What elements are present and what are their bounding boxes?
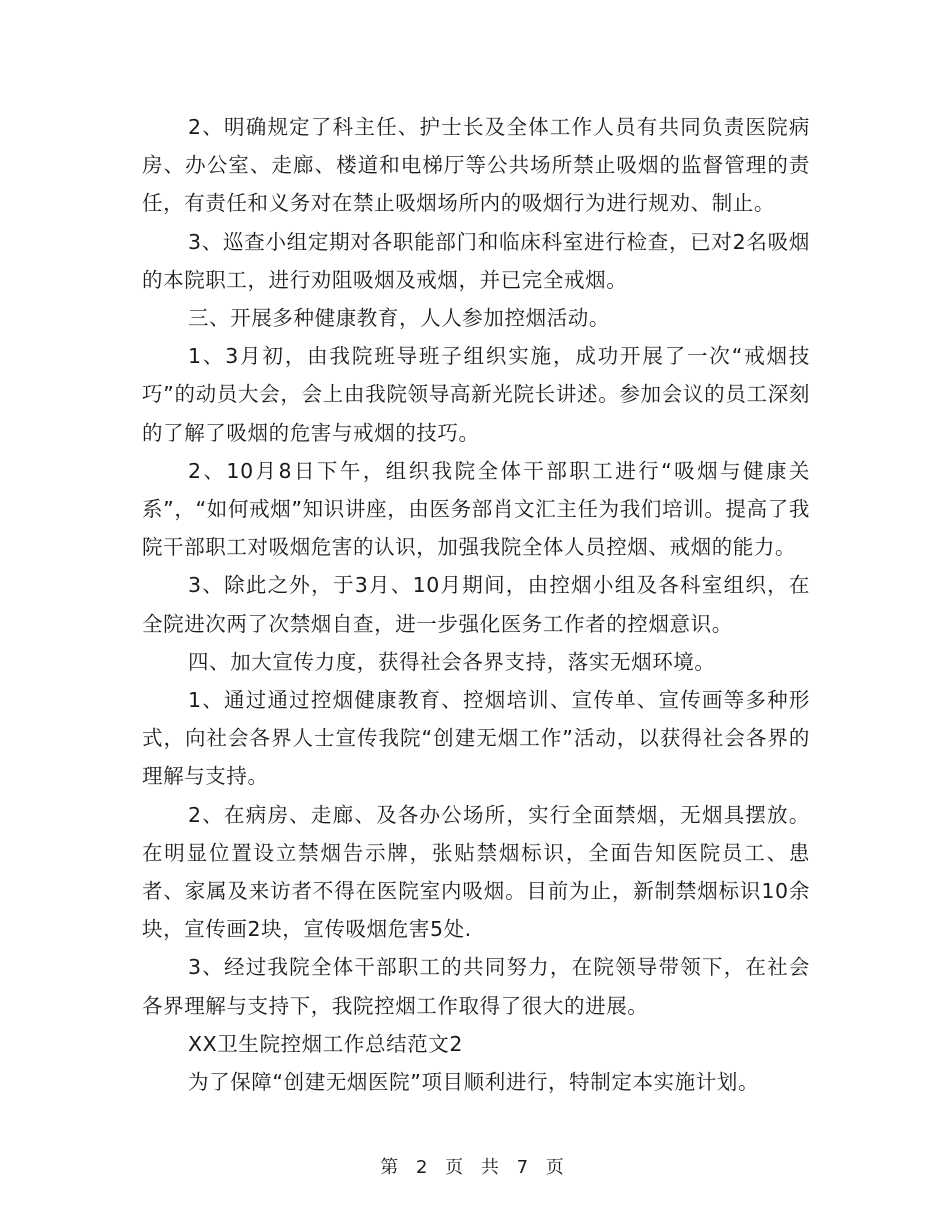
page-number-footer: 第 2 页 共 7 页 — [380, 1157, 570, 1178]
section-heading-health-education: 三、开展多种健康教育，人人参加控烟活动。 — [188, 306, 610, 331]
document-body — [142, 108, 810, 1101]
paragraph-publicity-forms: 1、通过通过控烟健康教育、控烟培训、宣传单、宣传画等多种形式，向社会各界人士宣传我院“创建无烟工作”活动，以获得社会各界的理解与支持。 — [142, 688, 810, 789]
paragraph-implementation-plan: 为了保障“创建无烟医院”项目顺利进行，特制定本实施计划。 — [188, 1070, 760, 1095]
paragraph-inspection-group: 3、巡查小组定期对各职能部门和临床科室进行检查，已对2名吸烟的本院职工，进行劝阻吸烟及戒烟，并已完全戒烟。 — [142, 229, 810, 292]
section-heading-publicity: 四、加大宣传力度，获得社会各界支持，落实无烟环境。 — [188, 649, 716, 674]
paragraph-supervision-responsibility: 2、明确规定了科主任、护士长及全体工作人员有共同负责医院病房、办公室、走廊、楼道和电梯厅等公共场所禁止吸烟的监督管理的责任，有责任和义务对在禁止吸烟场所内的吸烟行为进行规劝、制止。 — [142, 115, 810, 216]
paragraph-progress: 3、经过我院全体干部职工的共同努力，在院领导带领下，在社会各界理解与支持下，我院控烟工作取得了很大的进展。 — [142, 955, 810, 1018]
paragraph-no-smoking-signs: 2、在病房、走廊、及各办公场所，实行全面禁烟，无烟具摆放。在明显位置设立禁烟告示牌，张贴禁烟标识，全面告知医院员工、患者、家属及来访者不得在医院室内吸烟。目前为止，新制禁烟标识10余块，宣传画2块，宣传吸烟危害5处. — [142, 802, 810, 942]
paragraph-lecture: 2、10月8日下午，组织我院全体干部职工进行“吸烟与健康关系”，“如何戒烟”知识讲座，由医务部肖文汇主任为我们培训。提高了我院干部职工对吸烟危害的认识，加强我院全体人员控烟、戒烟的能力。 — [142, 458, 810, 560]
paragraph-mobilization-meeting: 1、3月初，由我院班导班子组织实施，成功开展了一次“戒烟技巧”的动员大会，会上由我院领导高新光院长讲述。参加会议的员工深刻的了解了吸烟的危害与戒烟的技巧。 — [142, 344, 810, 445]
sample-title: XX卫生院控烟工作总结范文2 — [188, 1031, 464, 1056]
paragraph-self-inspection: 3、除此之外，于3月、10月期间，由控烟小组及各科室组织，在全院进次两了次禁烟自查，进一步强化医务工作者的控烟意识。 — [142, 573, 810, 636]
